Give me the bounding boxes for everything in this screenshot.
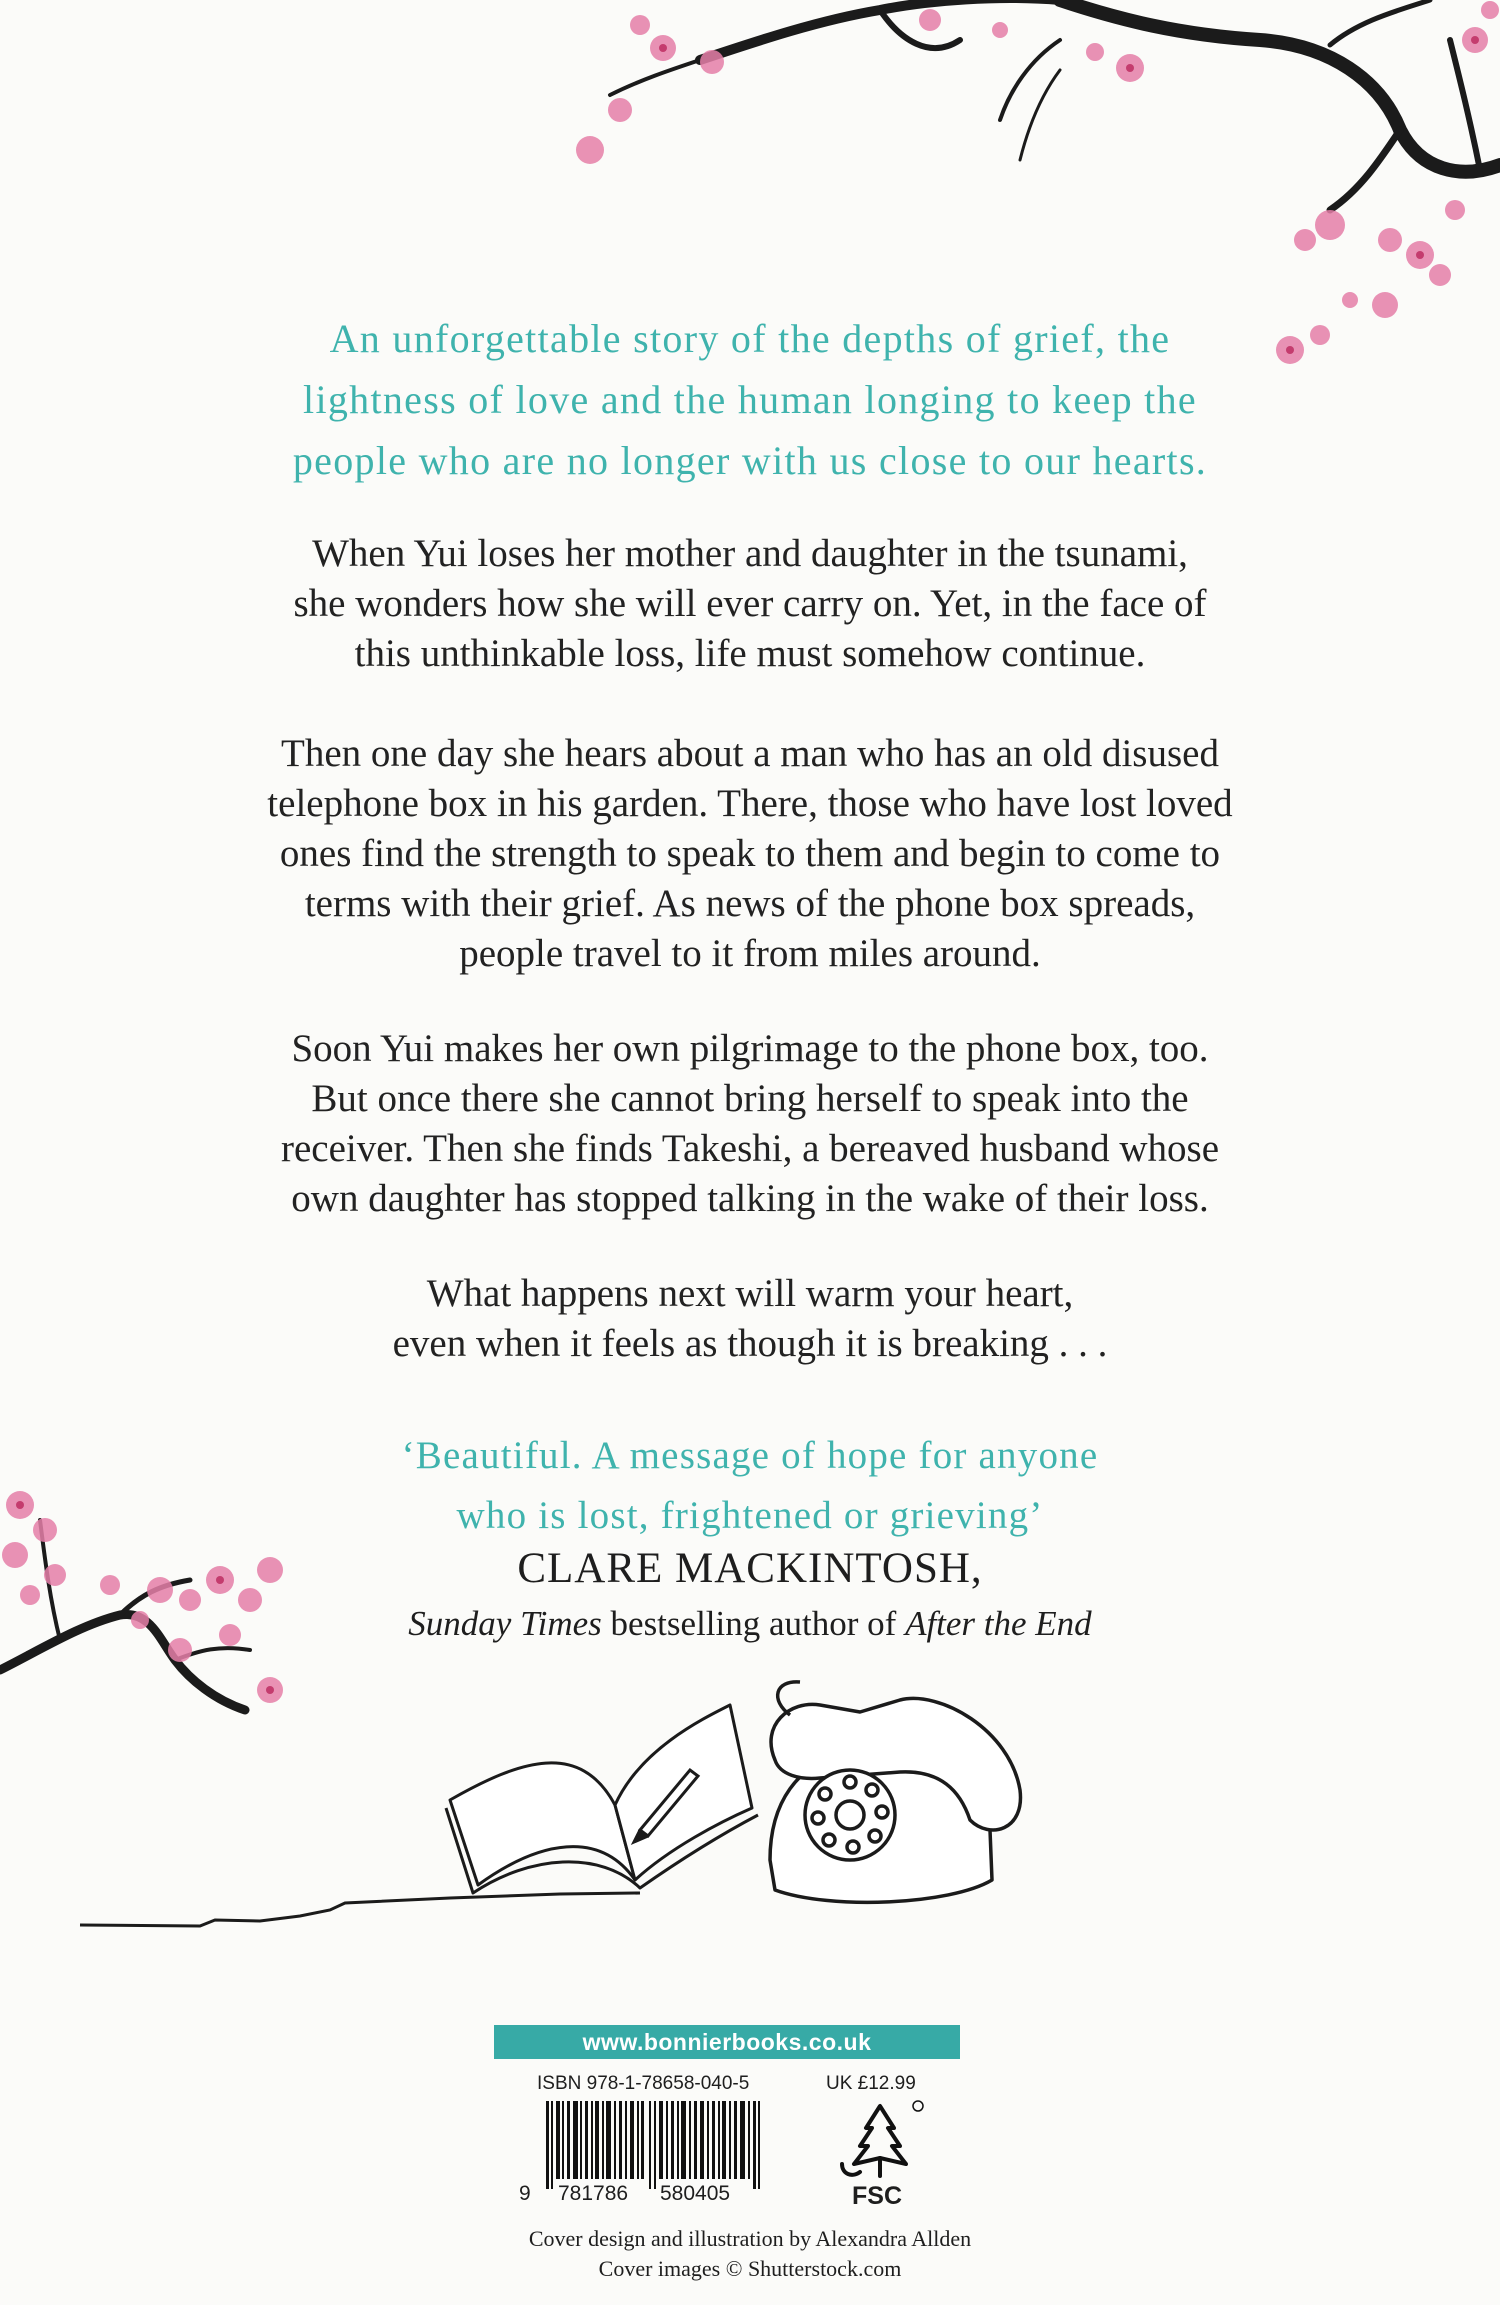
tagline [150, 308, 1350, 491]
review-author: CLARE MACKINTOSH, [517, 1545, 983, 1592]
review-quote-line: ‘Beautiful. A message of hope for anyone [401, 1434, 1099, 1477]
fsc-tree-logo-icon [836, 2098, 926, 2182]
review-quote [250, 1426, 1250, 1546]
credit-line: Cover design and illustration by Alexandra Allden [528, 2226, 972, 2251]
tagline-line: lightness of love and the human longing to keep the [303, 377, 1197, 422]
cover-credits [350, 2224, 1150, 2284]
blurb-line: even when it feels as though it is breaking . . . [392, 1322, 1108, 1365]
review-author-credential [250, 1604, 1250, 1644]
fsc-label: FSC [852, 2182, 902, 2210]
blurb-line: But once there she cannot bring herself to speak into the [311, 1077, 1189, 1120]
blurb-line: telephone box in his garden. There, those who have lost loved [267, 782, 1233, 825]
cherry-blossom-branch-top-icon [610, 0, 1500, 210]
credential-text: bestselling author of [601, 1604, 906, 1643]
review-quote-line: who is lost, frightened or grieving’ [456, 1494, 1044, 1537]
barcode-digit-group: 580405 [660, 2182, 731, 2205]
blurb-line: Then one day she hears about a man who has an old disused [281, 732, 1219, 775]
publication-name: Sunday Times [408, 1604, 602, 1643]
blurb-line: receiver. Then she finds Takeshi, a bereaved husband whose [280, 1127, 1220, 1170]
blurb-line: own daughter has stopped talking in the wake of their loss. [291, 1177, 1209, 1220]
open-notebook-icon [446, 1705, 758, 1893]
barcode-digit-group: 781786 [558, 2182, 629, 2205]
tagline-line: people who are no longer with us close to our hearts. [292, 438, 1208, 483]
price-label: UK £12.99 [826, 2073, 916, 2094]
blurb-line: people travel to it from miles around. [459, 932, 1041, 975]
blurb-line: Soon Yui makes her own pilgrimage to the phone box, too. [291, 1027, 1209, 1070]
blurb-line: terms with their grief. As news of the phone box spreads, [304, 882, 1196, 925]
barcode-lead-digit: 9 [519, 2182, 531, 2205]
blurb-line: ones find the strength to speak to them and begin to come to [279, 832, 1221, 875]
tagline-line: An unforgettable story of the depths of grief, the [329, 316, 1171, 361]
isbn-number: ISBN 978-1-78658-040-5 [537, 2073, 750, 2094]
blurb-paragraph-2 [110, 729, 1390, 979]
blurb-paragraph-1 [110, 529, 1390, 679]
credit-line: Cover images © Shutterstock.com [598, 2256, 902, 2281]
barcode-icon [520, 2101, 800, 2191]
rotary-telephone-icon [770, 1682, 1020, 1902]
book-title: After the End [905, 1604, 1092, 1643]
cherry-blossom-branch-bottom-icon [0, 1520, 250, 1710]
blurb-line: When Yui loses her mother and daughter in the tsunami, [312, 532, 1188, 575]
blurb-line: she wonders how she will ever carry on. Yet, in the face of [293, 582, 1207, 625]
ground-line-icon [80, 1893, 640, 1926]
publisher-url[interactable]: www.bonnierbooks.co.uk [494, 2025, 960, 2059]
blurb-paragraph-3 [110, 1024, 1390, 1224]
blurb-line: this unthinkable loss, life must somehow continue. [354, 632, 1146, 675]
blurb-line: What happens next will warm your heart, [426, 1272, 1074, 1315]
blurb-paragraph-4 [110, 1269, 1390, 1369]
